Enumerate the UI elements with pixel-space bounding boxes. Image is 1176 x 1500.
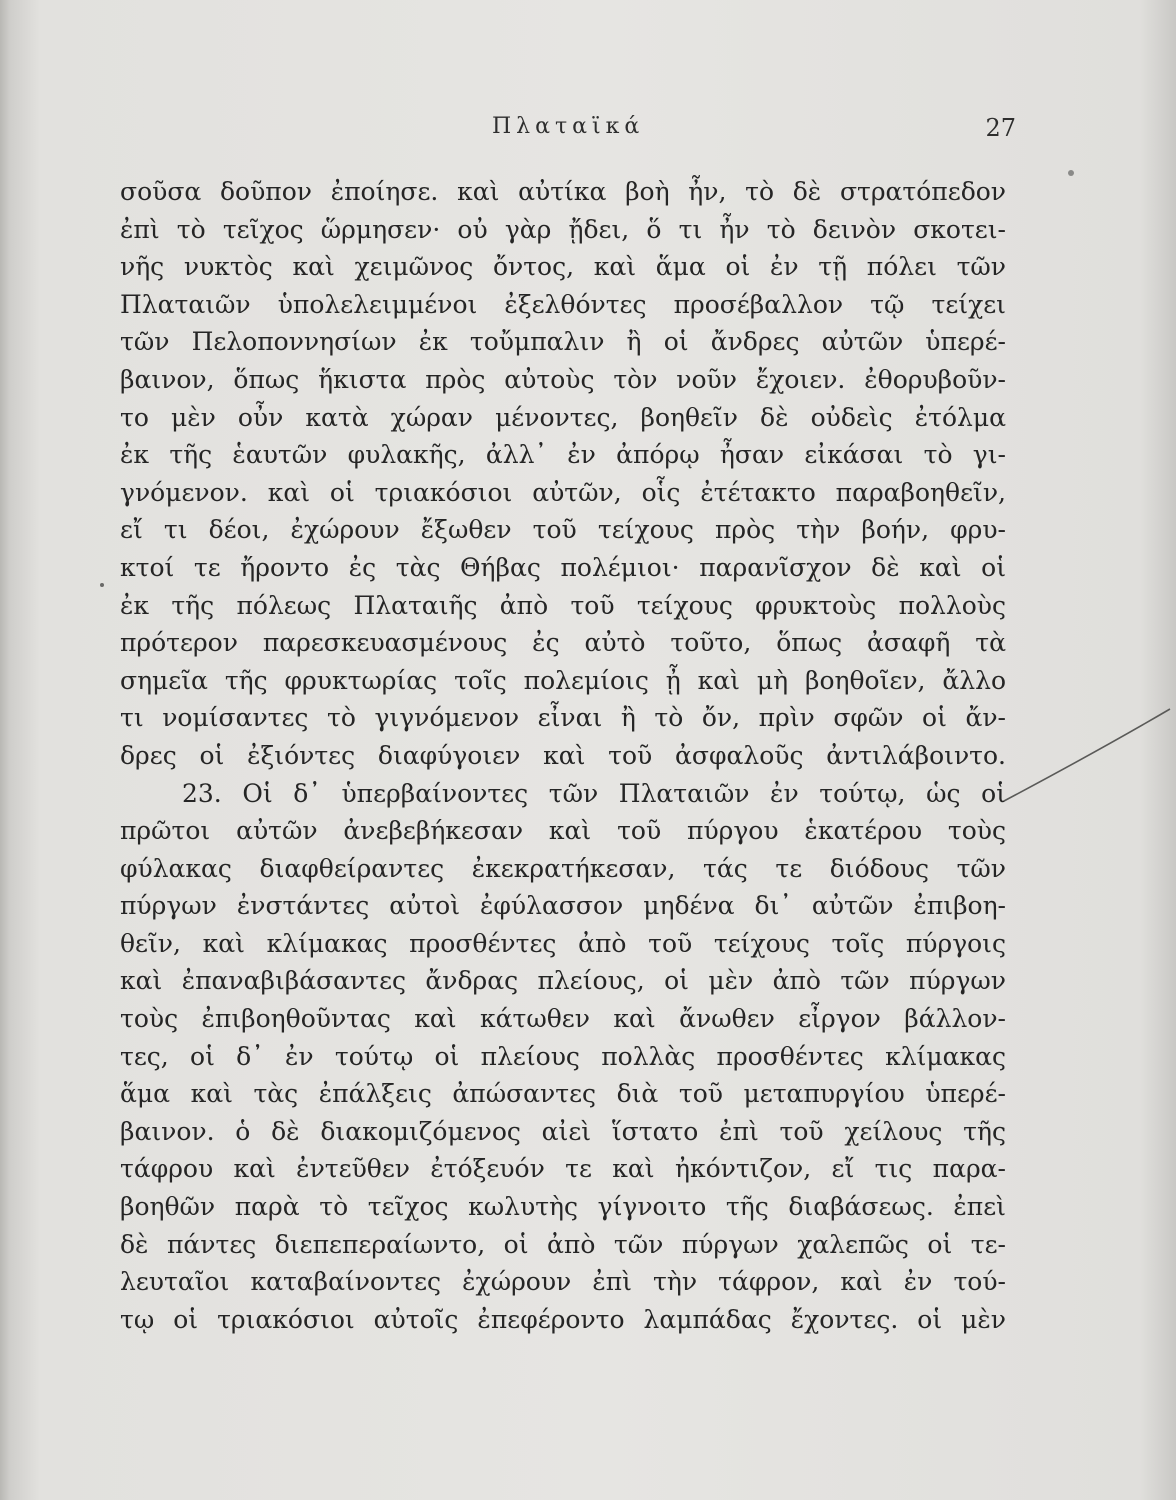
text-line: πύργων ἐνστάντες αὐτοὶ ἐφύλασσον μηδένα δι᾽ αὐτῶν ἐπιβοη- bbox=[120, 891, 1006, 921]
text-line: βαινον, ὅπως ἥκιστα πρὸς αὐτοὺς τὸν νοῦν ἔχοιεν. ἐθορυβοῦν- bbox=[120, 364, 1006, 394]
text-line: ἐκ τῆς πόλεως Πλαταιῆς ἀπὸ τοῦ τείχους φρυκτοὺς πολλοὺς bbox=[120, 590, 1006, 620]
text-line: ἅμα καὶ τὰς ἐπάλξεις ἀπώσαντες διὰ τοῦ μεταπυργίου ὑπερέ- bbox=[120, 1079, 1006, 1109]
text-line: βοηθῶν παρὰ τὸ τεῖχος κωλυτὴς γίγνοιτο τῆς διαβάσεως. ἐπεὶ bbox=[120, 1192, 1006, 1222]
text-line: τῶν Πελοποννησίων ἐκ τοὔμπαλιν ἢ οἱ ἄνδρες αὐτῶν ὑπερέ- bbox=[120, 327, 1006, 357]
ink-speck bbox=[100, 583, 104, 587]
text-line: τες, οἱ δ᾽ ἐν τούτῳ οἱ πλείους πολλὰς προσθέντες κλίμακας bbox=[120, 1041, 1006, 1071]
text-line: πρῶτοι αὐτῶν ἀνεβεβήκεσαν καὶ τοῦ πύργου ἑκατέρου τοὺς bbox=[120, 816, 1006, 846]
text-line: τάφρου καὶ ἐντεῦθεν ἐτόξευόν τε καὶ ἠκόντιζον, εἴ τις παρα- bbox=[120, 1154, 1006, 1184]
text-line: σημεῖα τῆς φρυκτωρίας τοῖς πολεμίοις ᾖ καὶ μὴ βοηθοῖεν, ἄλλο bbox=[120, 665, 1006, 695]
text-line: τῳ οἱ τριακόσιοι αὐτοῖς ἐπεφέροντο λαμπάδας ἔχοντες. οἱ μὲν bbox=[120, 1304, 1006, 1334]
text-line: κτοί τε ἤροντο ἐς τὰς Θήβας πολέμιοι· παρανῖσχον δὲ καὶ οἱ bbox=[120, 552, 1006, 582]
text-line: γνόμενον. καὶ οἱ τριακόσιοι αὐτῶν, οἷς ἐτέτακτο παραβοηθεῖν, bbox=[120, 477, 1006, 507]
pencil-mark bbox=[1000, 705, 1176, 805]
text-line: πρότερον παρεσκευασμένους ἐς αὐτὸ τοῦτο, ὅπως ἀσαφῆ τὰ bbox=[120, 628, 1006, 658]
text-line: λευταῖοι καταβαίνοντες ἐχώρουν ἐπὶ τὴν τάφρον, καὶ ἐν τού- bbox=[120, 1267, 1006, 1297]
text-line: τοὺς ἐπιβοηθοῦντας καὶ κάτωθεν καὶ ἄνωθεν εἶργον βάλλον- bbox=[120, 1004, 1006, 1034]
text-line: δὲ πάντες διεπεπεραίωντο, οἱ ἀπὸ τῶν πύργων χαλεπῶς οἱ τε- bbox=[120, 1229, 1006, 1259]
running-title: Πλαταϊκά bbox=[492, 114, 645, 139]
text-line: ἐπὶ τὸ τεῖχος ὥρμησεν· οὐ γὰρ ᾔδει, ὅ τι ἦν τὸ δεινὸν σκοτει- bbox=[120, 214, 1006, 244]
text-line: φύλακας διαφθείραντες ἐκεκρατήκεσαν, τάς τε διόδους τῶν bbox=[120, 853, 1006, 883]
text-line: εἴ τι δέοι, ἐχώρουν ἔξωθεν τοῦ τείχους πρὸς τὴν βοήν, φρυ- bbox=[120, 515, 1006, 545]
text-line: βαινον. ὁ δὲ διακομιζόμενος αἰεὶ ἵστατο ἐπὶ τοῦ χείλους τῆς bbox=[120, 1116, 1006, 1146]
text-line: καὶ ἐπαναβιβάσαντες ἄνδρας πλείους, οἱ μὲν ἀπὸ τῶν πύργων bbox=[120, 966, 1006, 996]
page-header bbox=[120, 114, 1016, 148]
text-line: θεῖν, καὶ κλίμακας προσθέντες ἀπὸ τοῦ τείχους τοῖς πύργοις bbox=[120, 928, 1006, 958]
text-line: τι νομίσαντες τὸ γιγνόμενον εἶναι ἢ τὸ ὄν, πρὶν σφῶν οἱ ἄν- bbox=[120, 703, 1006, 733]
body-text bbox=[120, 173, 1006, 1338]
text-line: το μὲν οὖν κατὰ χώραν μένοντες, βοηθεῖν δὲ οὐδεὶς ἐτόλμα bbox=[120, 402, 1006, 432]
text-line: νῆς νυκτὸς καὶ χειμῶνος ὄντος, καὶ ἅμα οἱ ἐν τῇ πόλει τῶν bbox=[120, 252, 1006, 282]
text-line: σοῦσα δοῦπον ἐποίησε. καὶ αὐτίκα βοὴ ἦν, τὸ δὲ στρατόπεδον bbox=[120, 177, 1006, 206]
section-start-line: 23. Οἱ δ᾽ ὑπερβαίνοντες τῶν Πλαταιῶν ἐν τούτῳ, ὡς οἱ bbox=[182, 778, 1006, 808]
text-line: ἐκ τῆς ἑαυτῶν φυλακῆς, ἀλλ᾽ ἐν ἀπόρῳ ἦσαν εἰκάσαι τὸ γι- bbox=[120, 440, 1006, 470]
text-line: Πλαταιῶν ὑπολελειμμένοι ἐξελθόντες προσέβαλλον τῷ τείχει bbox=[120, 289, 1006, 319]
page-number: 27 bbox=[985, 114, 1016, 142]
ink-speck bbox=[1068, 170, 1074, 176]
text-line: δρες οἱ ἐξιόντες διαφύγοιεν καὶ τοῦ ἀσφαλοῦς ἀντιλάβοιντο. bbox=[120, 740, 1006, 770]
